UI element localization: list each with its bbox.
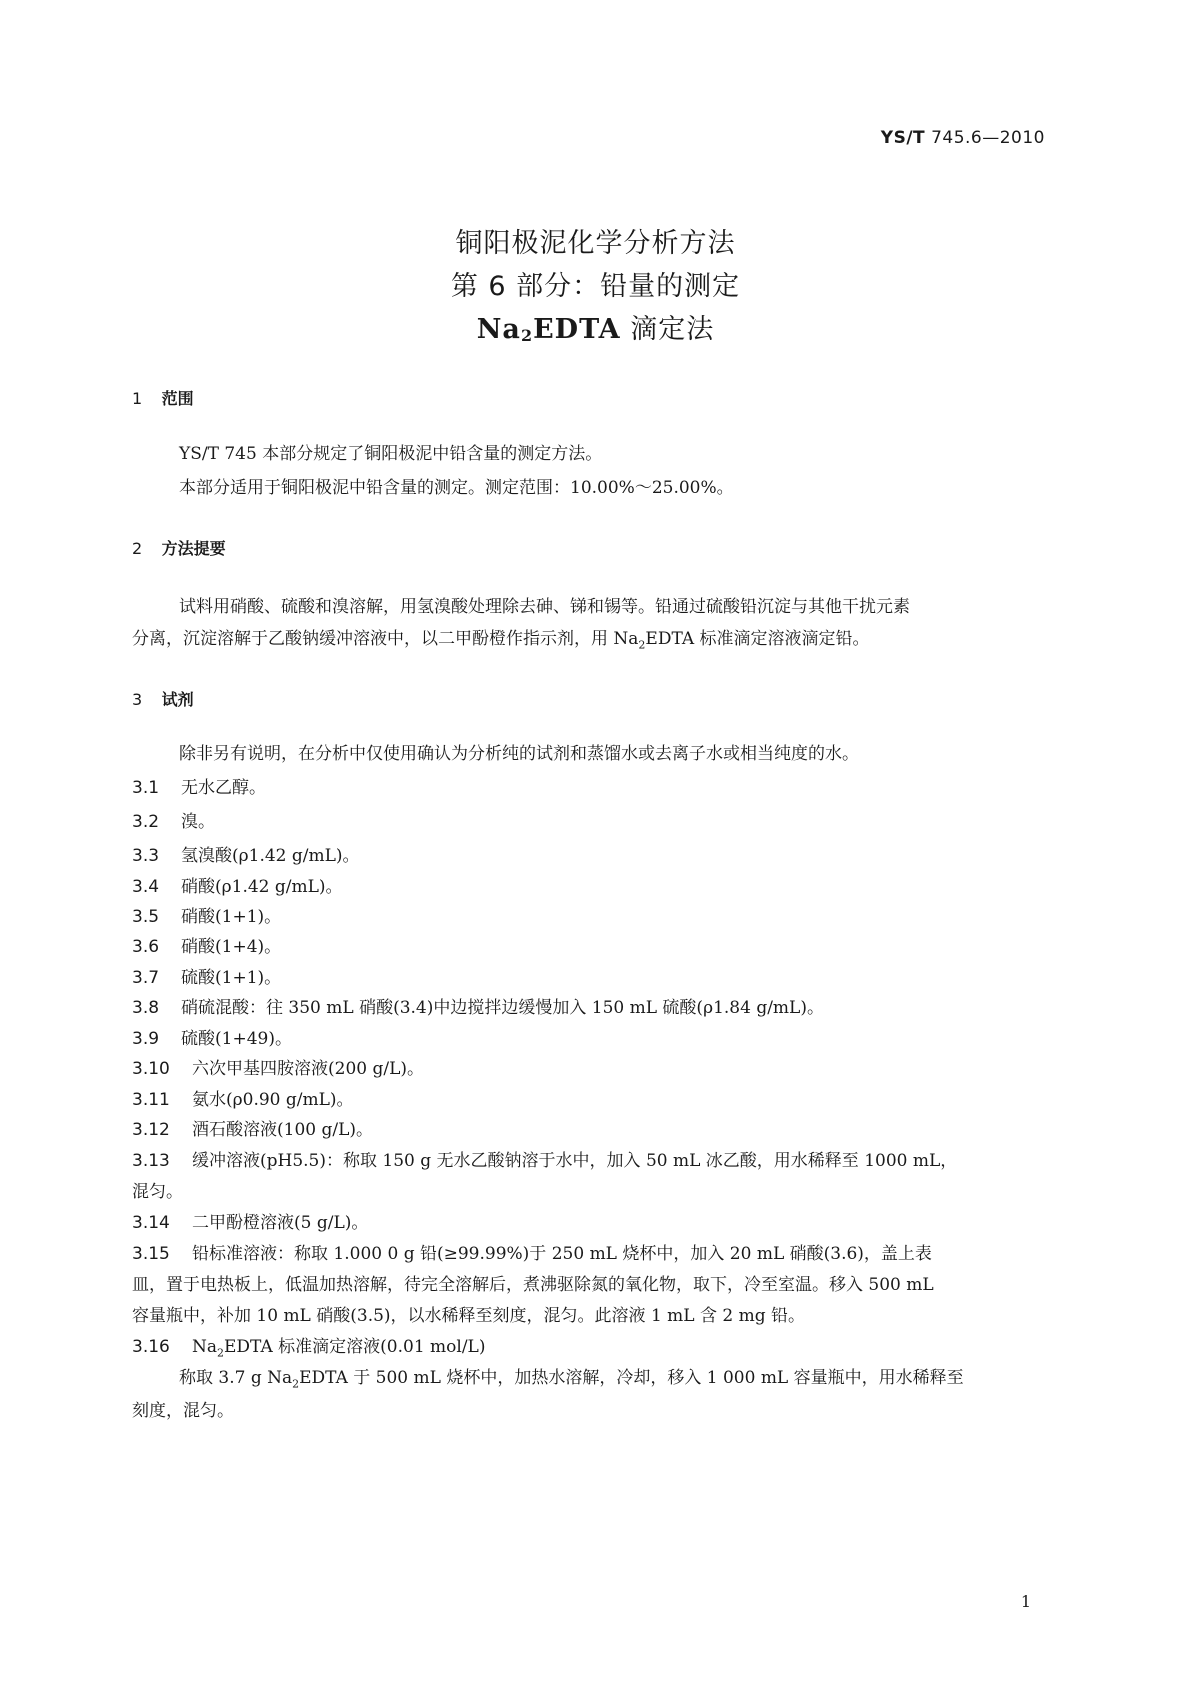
title-method: 滴定法 <box>630 314 715 345</box>
standard-number-value: 745.6—2010 <box>931 128 1045 148</box>
reagent-text: 硝酸(1+1)。 <box>181 907 282 927</box>
reagent-item <box>132 1052 1060 1086</box>
method-text-b: EDTA 标准滴定溶液滴定铅。 <box>645 629 870 649</box>
reagent-item <box>132 1113 1060 1147</box>
reagent-number: 3.11 <box>132 1090 170 1110</box>
reagent-item <box>132 930 1060 964</box>
reagent-number: 3.4 <box>132 877 160 897</box>
reagent-body-subscript: 2 <box>292 1377 300 1391</box>
reagent-item <box>132 900 1060 934</box>
section-number: 3 <box>132 690 143 709</box>
reagent-number: 3.7 <box>132 968 160 988</box>
reagent-number: 3.10 <box>132 1059 170 1079</box>
reagent-text: 无水乙醇。 <box>181 778 266 798</box>
method-line-1: 试料用硝酸、硫酸和溴溶解，用氢溴酸处理除去砷、锑和锡等。铅通过硫酸铅沉淀与其他干扰元素 <box>179 597 910 617</box>
reagent-item <box>132 839 1060 873</box>
title-edta: EDTA <box>533 314 621 345</box>
title-subscript: 2 <box>520 326 534 345</box>
reagent-text-b: EDTA 标准滴定溶液(0.01 mol/L) <box>224 1337 486 1357</box>
reagent-text: 氨水(ρ0.90 g/mL)。 <box>192 1090 354 1110</box>
title-line-3 <box>0 308 1191 357</box>
reagent-item <box>132 1083 1060 1117</box>
section-title: 范围 <box>161 389 194 408</box>
reagent-number: 3.14 <box>132 1213 170 1233</box>
reagent-item <box>132 1022 1060 1056</box>
page-number: 1 <box>1020 1592 1031 1611</box>
section-heading-scope <box>132 386 194 409</box>
reagent-number: 3.5 <box>132 907 160 927</box>
reagent-text: 氢溴酸(ρ1.42 g/mL)。 <box>181 846 360 866</box>
title-line-1: 铜阳极泥化学分析方法 <box>455 228 736 259</box>
section-number: 2 <box>132 539 143 558</box>
reagent-text: 硝酸(ρ1.42 g/mL)。 <box>181 877 343 897</box>
title-na: Na <box>476 314 521 345</box>
reagent-continuation: 刻度，混匀。 <box>132 1401 234 1421</box>
reagent-text: 缓冲溶液(pH5.5)：称取 150 g 无水乙酸钠溶于水中，加入 50 mL 冰乙酸，用水稀释至 1000 mL， <box>192 1151 958 1171</box>
method-line-2 <box>132 622 1060 662</box>
reagent-number: 3.12 <box>132 1120 170 1140</box>
reagent-body-a: 称取 3.7 g Na <box>179 1368 293 1388</box>
reagent-item <box>132 805 1060 839</box>
reagent-text: 六次甲基四胺溶液(200 g/L)。 <box>192 1059 425 1079</box>
reagent-number: 3.8 <box>132 998 160 1018</box>
standard-prefix: YS/T <box>880 128 926 148</box>
reagent-text: 酒石酸溶液(100 g/L)。 <box>192 1120 374 1140</box>
reagent-number: 3.13 <box>132 1151 170 1171</box>
reagent-number: 3.1 <box>132 778 160 798</box>
reagent-text: 溴。 <box>181 812 215 832</box>
reagent-text: 硫酸(1+49)。 <box>181 1029 292 1049</box>
standard-number <box>881 128 1045 148</box>
section-heading-principle <box>132 536 226 559</box>
section-heading-reagents <box>132 687 194 710</box>
reagent-number: 3.6 <box>132 937 160 957</box>
reagent-text: 硫酸(1+1)。 <box>181 968 282 988</box>
reagent-item <box>132 1206 1060 1240</box>
reagent-number: 3.15 <box>132 1244 170 1264</box>
reagent-item <box>132 961 1060 995</box>
reagent-item <box>132 870 1060 904</box>
reagent-number: 3.3 <box>132 846 160 866</box>
reagent-item <box>132 771 1060 805</box>
reagent-continuation: 皿，置于电热板上，低温加热溶解，待完全溶解后，煮沸驱除氮的氧化物，取下，冷至室温。移入 500 mL <box>132 1275 934 1295</box>
scope-paragraph-1: YS/T 745 本部分规定了铜阳极泥中铅含量的测定方法。 <box>179 444 603 464</box>
section-title: 试剂 <box>161 690 194 709</box>
method-text-a: 分离，沉淀溶解于乙酸钠缓冲溶液中，以二甲酚橙作指示剂，用 Na <box>132 629 639 649</box>
reagent-continuation: 容量瓶中，补加 10 mL 硝酸(3.5)，以水稀释至刻度，混匀。此溶液 1 mL 含 2 mg 铅。 <box>132 1306 806 1326</box>
reagent-text: 二甲酚橙溶液(5 g/L)。 <box>192 1213 369 1233</box>
document-title <box>0 222 1191 357</box>
reagent-text: 硝酸(1+4)。 <box>181 937 282 957</box>
reagents-intro: 除非另有说明，在分析中仅使用确认为分析纯的试剂和蒸馏水或去离子水或相当纯度的水。 <box>179 744 859 764</box>
reagent-body-b: EDTA 于 500 mL 烧杯中，加热水溶解，冷却，移入 1 000 mL 容量瓶中，用水稀释至 <box>299 1368 964 1388</box>
reagent-item <box>132 1237 1060 1271</box>
section-number: 1 <box>132 389 143 408</box>
method-subscript: 2 <box>638 638 646 652</box>
reagent-subscript: 2 <box>217 1346 225 1360</box>
reagent-number: 3.9 <box>132 1029 160 1049</box>
reagent-item <box>132 1144 1060 1178</box>
scope-paragraph-2: 本部分适用于铜阳极泥中铅含量的测定。测定范围：10.00%～25.00%。 <box>179 478 734 498</box>
title-line-2: 第 6 部分：铅量的测定 <box>450 271 741 302</box>
reagent-number: 3.2 <box>132 812 160 832</box>
reagent-item <box>132 991 1060 1025</box>
reagent-continuation: 混匀。 <box>132 1182 183 1202</box>
reagent-text-a: Na <box>192 1337 218 1357</box>
section-title: 方法提要 <box>161 539 226 558</box>
reagent-text: 铅标准溶液：称取 1.000 0 g 铅(≥99.99%)于 250 mL 烧杯中，加入 20 mL 硝酸(3.6)，盖上表 <box>192 1244 932 1264</box>
reagent-number: 3.16 <box>132 1337 170 1357</box>
reagent-text: 硝硫混酸：往 350 mL 硝酸(3.4)中边搅拌边缓慢加入 150 mL 硫酸(ρ1.84 g/mL)。 <box>181 998 824 1018</box>
